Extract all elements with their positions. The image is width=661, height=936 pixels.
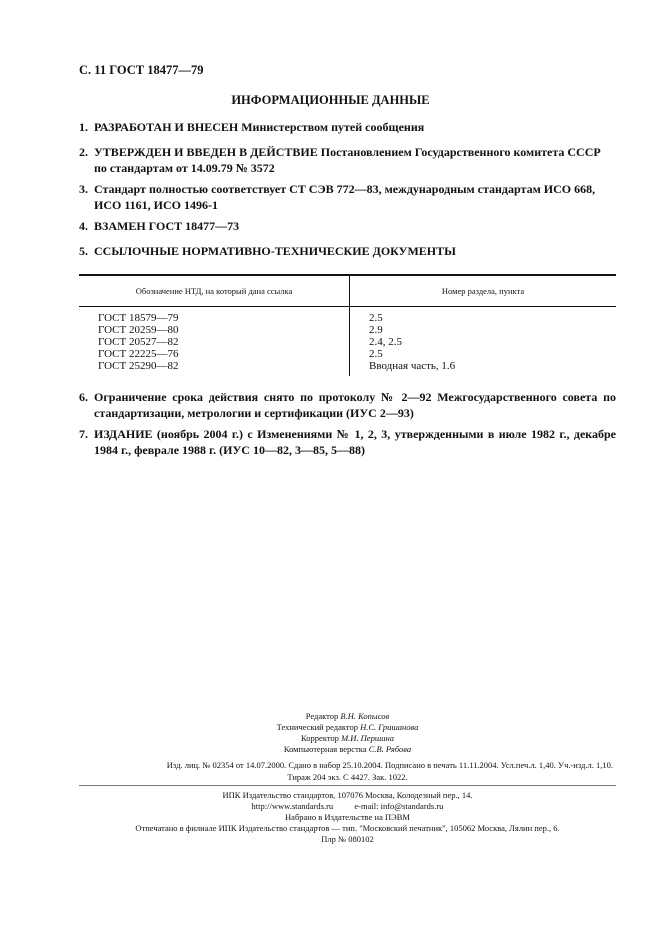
item-number: 5. bbox=[79, 244, 88, 258]
info-item-1 bbox=[79, 119, 616, 135]
imprint-line-2: Тираж 204 экз. С 4427. Зак. 1022. bbox=[287, 772, 408, 782]
info-item-6 bbox=[79, 389, 616, 421]
table-cell-section-list bbox=[350, 307, 617, 377]
imprint-line-7: Плр № 080102 bbox=[321, 834, 374, 844]
imprint-line-1: Изд. лиц. № 02354 от 14.07.2000. Сдано в набор 25.10.2004. Подписано в печать 11.11.2004. Усл.печ.л. 1,40. Уч.-изд.л. 1,10. bbox=[166, 760, 613, 770]
editor-label: Редактор bbox=[305, 711, 339, 721]
item-text: Стандарт полностью соответствует СТ СЭВ 772—83, международным стандартам ИСО 668, ИСО 1161, ИСО 1496-1 bbox=[94, 182, 596, 212]
table-row-ntd: ГОСТ 25290—82 bbox=[98, 360, 179, 372]
info-item-4 bbox=[79, 218, 616, 234]
table-row-section: 2.9 bbox=[369, 324, 383, 336]
reference-documents-table bbox=[79, 275, 616, 376]
imprint-divider bbox=[79, 785, 616, 786]
item-number: 2. bbox=[79, 145, 88, 159]
table-row-ntd: ГОСТ 20527—82 bbox=[98, 336, 179, 348]
item-text: Ограничение срока действия снято по протоколу № 2—92 Межгосударственного совета по стандартизации, метрологии и сертификации (ИУС 2—93) bbox=[94, 390, 616, 420]
imprint-credits bbox=[79, 711, 616, 755]
item-number: 6. bbox=[79, 390, 88, 404]
table-header-ntd: Обозначение НТД, на который дана ссылка bbox=[79, 275, 350, 307]
info-item-3 bbox=[79, 181, 616, 213]
section-title: ИНФОРМАЦИОННЫЕ ДАННЫЕ bbox=[231, 93, 430, 107]
corrector-label: Корректор bbox=[301, 733, 339, 743]
imprint-line-5: Набрано в Издательстве на ПЭВМ bbox=[285, 812, 410, 822]
item-text: РАЗРАБОТАН И ВНЕСЕН Министерством путей сообщения bbox=[94, 120, 425, 134]
table-row-ntd: ГОСТ 18579—79 bbox=[98, 312, 179, 324]
item-text: ССЫЛОЧНЫЕ НОРМАТИВНО-ТЕХНИЧЕСКИЕ ДОКУМЕНТЫ bbox=[94, 244, 456, 258]
imprint-line-4: http://www.standards.ru e-mail: info@standards.ru bbox=[251, 801, 444, 811]
info-item-7 bbox=[79, 426, 616, 458]
table-row-section: 2.5 bbox=[369, 348, 383, 360]
layout-label: Компьютерная верстка bbox=[283, 744, 367, 754]
item-number: 7. bbox=[79, 427, 88, 441]
table-cell-ntd-list bbox=[79, 307, 350, 377]
imprint-publisher bbox=[79, 790, 616, 845]
table-row-section: Вводная часть, 1.6 bbox=[369, 360, 456, 372]
tech-editor-name: Н.С. Гришанова bbox=[360, 722, 419, 732]
table-header-section: Номер раздела, пункта bbox=[350, 275, 617, 307]
table-row-ntd: ГОСТ 20259—80 bbox=[98, 324, 179, 336]
item-number: 3. bbox=[79, 182, 88, 196]
corrector-name: М.И. Першина bbox=[341, 733, 394, 743]
table-row-section: 2.4, 2.5 bbox=[369, 336, 402, 348]
page-header: С. 11 ГОСТ 18477—79 bbox=[79, 63, 204, 77]
editor-name: В.Н. Копысов bbox=[340, 711, 390, 721]
item-number: 4. bbox=[79, 219, 88, 233]
table-row-section: 2.5 bbox=[369, 312, 383, 324]
layout-name: С.В. Рябова bbox=[368, 744, 412, 754]
info-item-5 bbox=[79, 243, 616, 259]
item-number: 1. bbox=[79, 120, 88, 134]
info-item-2 bbox=[79, 144, 616, 176]
item-text: УТВЕРЖДЕН И ВВЕДЕН В ДЕЙСТВИЕ Постановлением Государственного комитета СССР по стандартам от 14.09.79 № 3572 bbox=[94, 145, 601, 175]
tech-editor-label: Технический редактор bbox=[276, 722, 358, 732]
imprint-line-6: Отпечатано в филиале ИПК Издательство стандартов — тип. "Московский печатник", 105062 Москва, Лялин пер., 6. bbox=[135, 823, 560, 833]
table-row-ntd: ГОСТ 22225—76 bbox=[98, 348, 179, 360]
item-text: ВЗАМЕН ГОСТ 18477—73 bbox=[94, 219, 240, 233]
item-text: ИЗДАНИЕ (ноябрь 2004 г.) с Изменениями № 1, 2, 3, утвержденными в июле 1982 г., декабре 1984 г., феврале 1988 г. (ИУС 10—82, 3—85, 5—88) bbox=[94, 427, 616, 457]
imprint-line-3: ИПК Издательство стандартов, 107076 Москва, Колодезный пер., 14. bbox=[222, 790, 473, 800]
